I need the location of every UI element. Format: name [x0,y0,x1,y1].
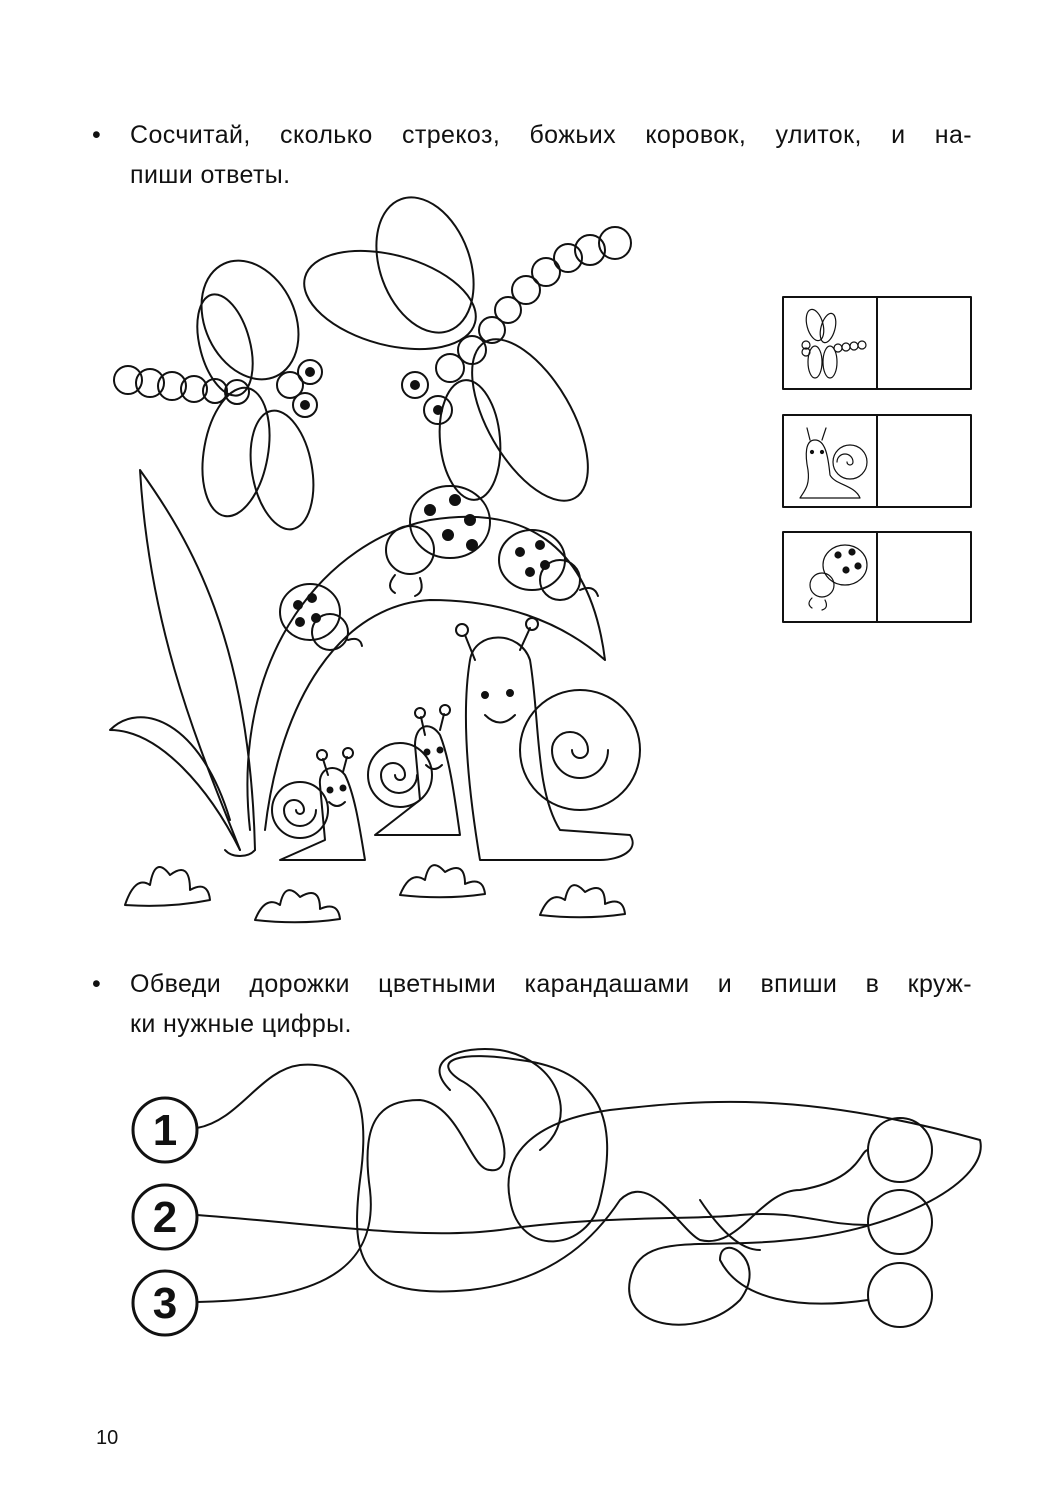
instruction-line: пиши ответы. [130,161,291,189]
snail-icon [272,748,365,860]
answer-boxes [783,297,971,622]
start-number-2: 2 [152,1193,178,1242]
page-number: 10 [96,1427,119,1449]
path-1 [197,1065,868,1292]
answer-box-snails [783,415,971,507]
instruction-line: Обведи дорожки цветными карандашами и впиши в круж- [130,970,972,998]
instruction-line: Сосчитай, сколько стрекоз, божьих коровок, улиток, и на- [130,121,972,149]
ladybug-icon [386,486,490,596]
end-circle [868,1263,932,1327]
bullet: • [92,970,102,998]
maze-paths [197,1049,981,1325]
bullet: • [92,121,102,149]
snail-icon [800,428,867,498]
answer-box-ladybugs [783,532,971,622]
task-maze-instruction [92,964,972,1044]
answer-box-dragonflies [783,297,971,389]
snail-icon [456,618,640,860]
dragonfly-icon [802,307,866,378]
dragonfly-icon [293,184,631,519]
start-number-1: 1 [152,1106,178,1155]
instruction-line: ки нужные цифры. [130,1010,352,1038]
start-number-3: 3 [152,1279,178,1328]
path-3 [197,1056,981,1325]
path-2 [197,1214,868,1233]
dragonfly-icon [114,245,322,535]
grass-tufts [125,865,625,922]
counting-scene [110,184,640,922]
end-circle [868,1118,932,1182]
snail-icon [368,705,460,835]
small-leaf [110,717,240,850]
path-start-circles [133,1098,197,1335]
grass-leaf [140,470,255,850]
ladybug-icon [809,545,867,610]
ladybug-icon [280,584,362,650]
